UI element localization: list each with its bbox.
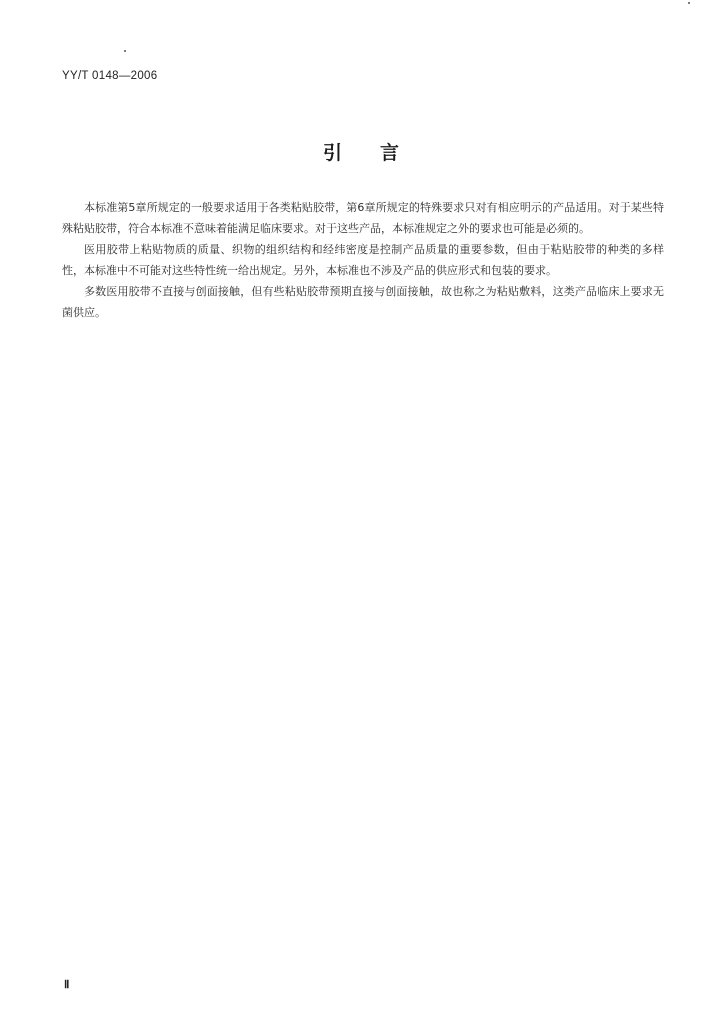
body-paragraph: 医用胶带上粘贴物质的质量、织物的组织结构和经纬密度是控制产品质量的重要参数，但由于粘贴胶带的种类的多样性，本标准中不可能对这些特性统一给出规定。另外，本标准也不涉及产品的供应形式和包装的要求。 xyxy=(62,243,664,277)
scan-speck xyxy=(124,50,126,52)
document-body xyxy=(62,197,664,323)
body-paragraph: 本标准第5章所规定的一般要求适用于各类粘贴胶带，第6章所规定的特殊要求只对有相应明示的产品适用。对于某些特殊粘贴胶带，符合本标准不意味着能满足临床要求。对于这些产品，本标准规定之外的要求也可能是必须的。 xyxy=(62,201,664,235)
scan-speck xyxy=(688,2,690,4)
page-title: 引言 xyxy=(322,142,437,164)
body-paragraph: 多数医用胶带不直接与创面接触，但有些粘贴胶带预期直接与创面接触，故也称之为粘贴敷料，这类产品临床上要求无菌供应。 xyxy=(62,285,664,319)
standard-number-header: YY/T 0148—2006 xyxy=(62,70,158,82)
page-number: Ⅱ xyxy=(64,979,70,991)
